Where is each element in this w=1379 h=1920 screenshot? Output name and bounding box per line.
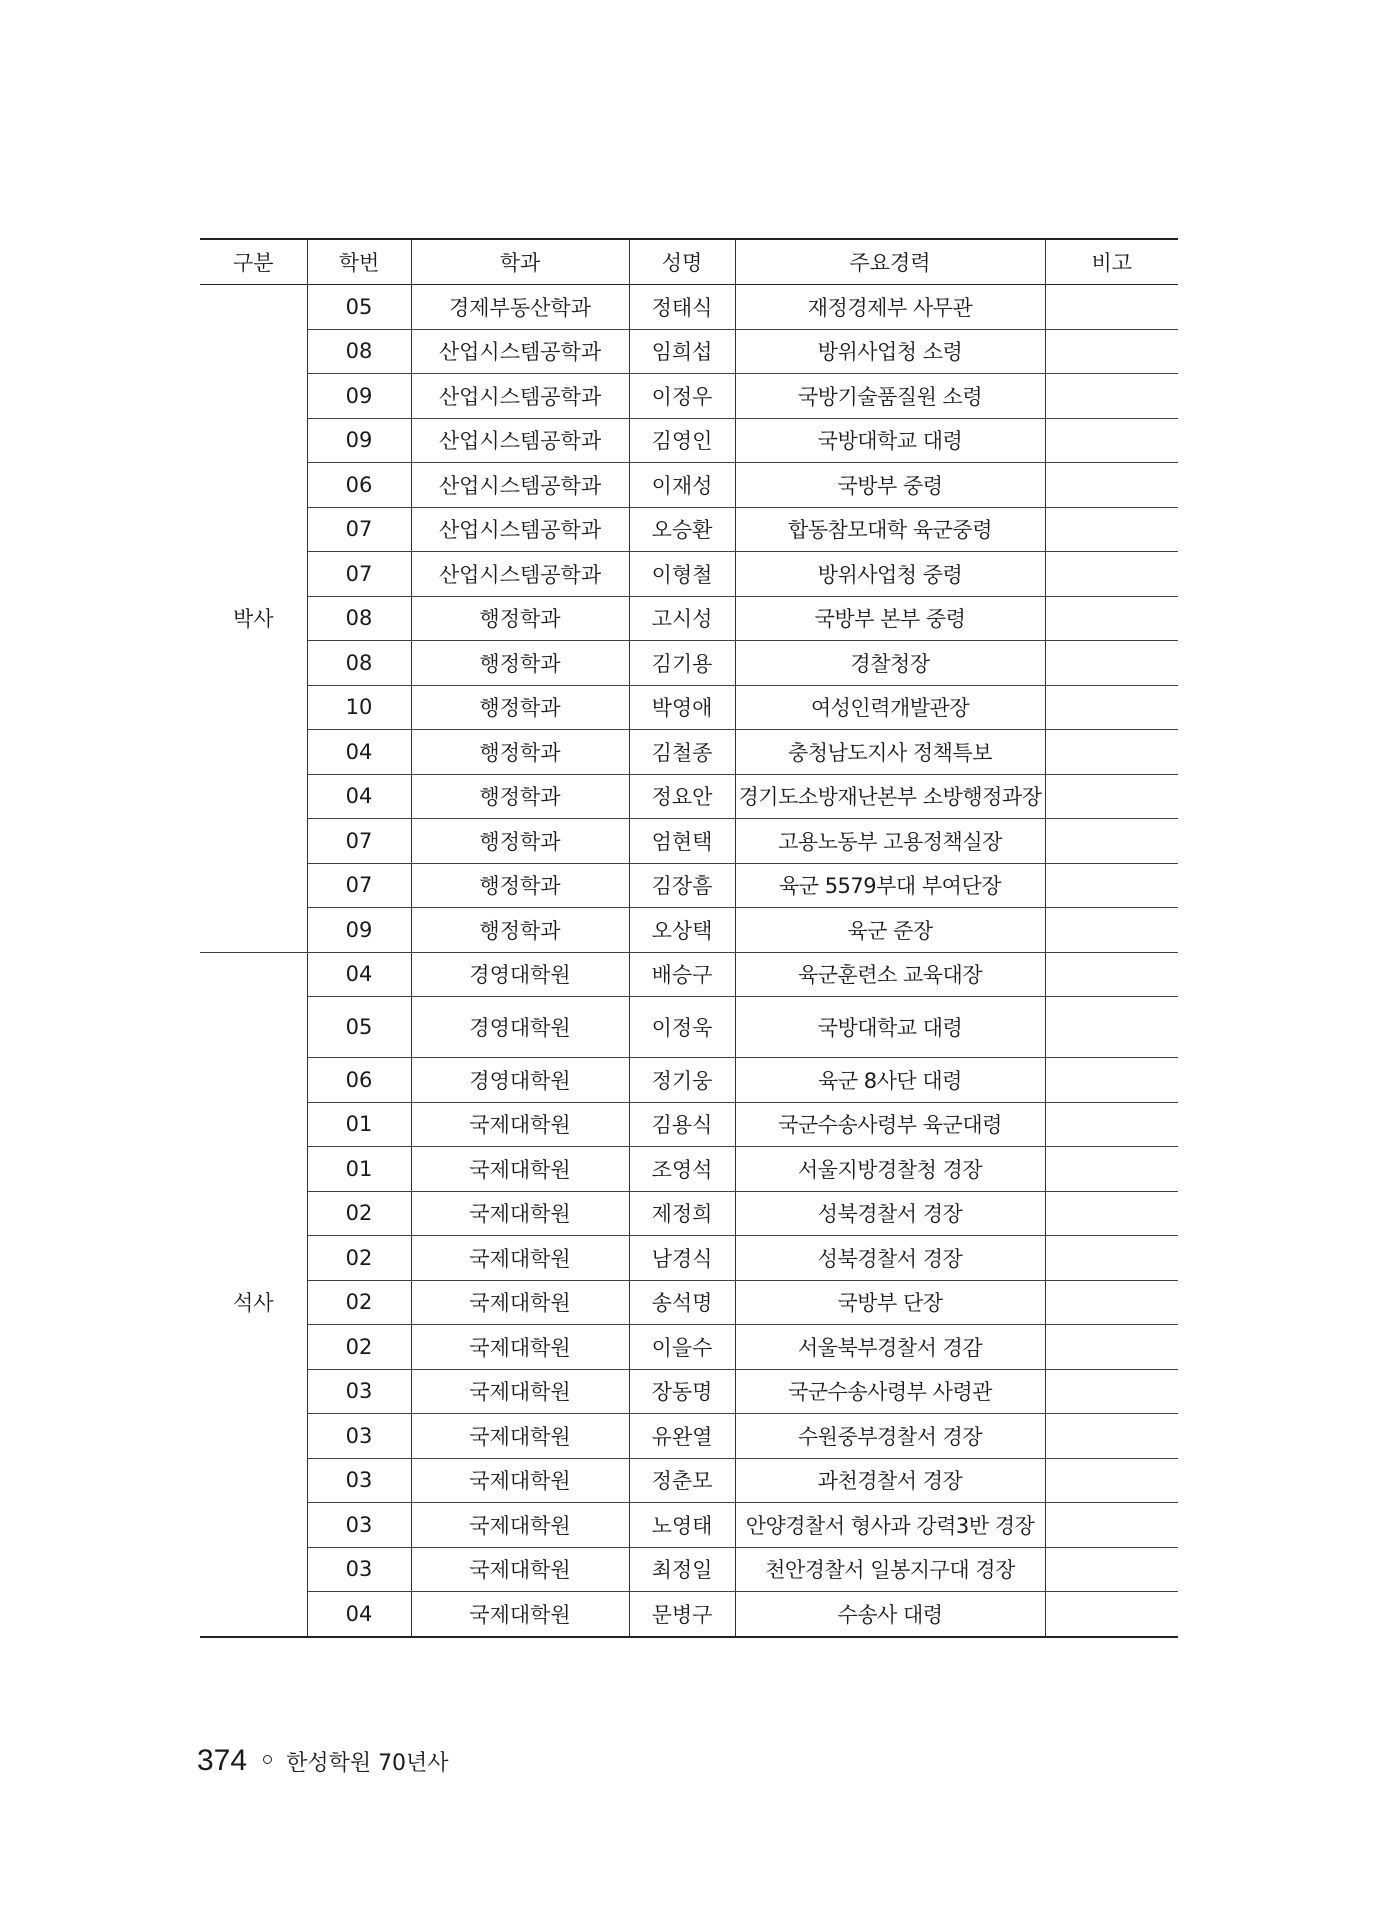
table-row [200, 1191, 1178, 1236]
cell-name: 정춘모 [629, 1458, 735, 1503]
cell-department: 행정학과 [411, 641, 629, 686]
cell-category: 박사 [200, 596, 307, 641]
cell-name: 문병구 [629, 1592, 735, 1637]
cell-student-year: 07 [307, 552, 411, 597]
cell-name: 최정일 [629, 1547, 735, 1592]
cell-career: 방위사업청 소령 [735, 329, 1045, 374]
cell-student-year: 07 [307, 507, 411, 552]
header-department: 학과 [411, 239, 629, 285]
cell-department: 경영대학원 [411, 997, 629, 1058]
cell-note [1045, 952, 1178, 997]
cell-department: 산업시스템공학과 [411, 374, 629, 419]
cell-note [1045, 1592, 1178, 1637]
cell-student-year: 05 [307, 997, 411, 1058]
table-row [200, 329, 1178, 374]
cell-student-year: 09 [307, 418, 411, 463]
cell-department: 행정학과 [411, 819, 629, 864]
cell-career: 육군 5579부대 부여단장 [735, 863, 1045, 908]
cell-career: 천안경찰서 일봉지구대 경장 [735, 1547, 1045, 1592]
cell-student-year: 09 [307, 908, 411, 953]
cell-student-year: 03 [307, 1414, 411, 1459]
table-row [200, 1592, 1178, 1637]
table-row [200, 1102, 1178, 1147]
cell-note [1045, 685, 1178, 730]
cell-student-year: 04 [307, 1592, 411, 1637]
cell-note [1045, 641, 1178, 686]
cell-career: 경기도소방재난본부 소방행정과장 [735, 774, 1045, 819]
cell-note [1045, 1058, 1178, 1103]
cell-name: 김기용 [629, 641, 735, 686]
cell-note [1045, 507, 1178, 552]
cell-category [200, 1102, 307, 1147]
cell-category [200, 1147, 307, 1192]
table-row [200, 641, 1178, 686]
cell-name: 송석명 [629, 1280, 735, 1325]
cell-student-year: 07 [307, 819, 411, 864]
cell-name: 장동명 [629, 1369, 735, 1414]
cell-note [1045, 552, 1178, 597]
cell-student-year: 07 [307, 863, 411, 908]
cell-note [1045, 774, 1178, 819]
cell-name: 오승환 [629, 507, 735, 552]
cell-note [1045, 596, 1178, 641]
cell-student-year: 03 [307, 1369, 411, 1414]
cell-career: 서울지방경찰청 경장 [735, 1147, 1045, 1192]
table-row [200, 685, 1178, 730]
cell-student-year: 03 [307, 1503, 411, 1548]
cell-department: 행정학과 [411, 774, 629, 819]
cell-note [1045, 1236, 1178, 1281]
table-row [200, 1325, 1178, 1370]
header-career: 주요경력 [735, 239, 1045, 285]
cell-student-year: 08 [307, 329, 411, 374]
cell-department: 국제대학원 [411, 1236, 629, 1281]
cell-category [200, 908, 307, 953]
cell-department: 행정학과 [411, 730, 629, 775]
cell-student-year: 02 [307, 1325, 411, 1370]
cell-student-year: 05 [307, 285, 411, 330]
cell-department: 경영대학원 [411, 1058, 629, 1103]
cell-note [1045, 1191, 1178, 1236]
table-header-row [200, 239, 1178, 285]
table-row [200, 507, 1178, 552]
cell-note [1045, 908, 1178, 953]
cell-category [200, 1458, 307, 1503]
cell-career: 국군수송사령부 사령관 [735, 1369, 1045, 1414]
cell-career: 국군수송사령부 육군대령 [735, 1102, 1045, 1147]
cell-name: 유완열 [629, 1414, 735, 1459]
cell-career: 국방대학교 대령 [735, 997, 1045, 1058]
cell-name: 이을수 [629, 1325, 735, 1370]
cell-note [1045, 374, 1178, 419]
cell-note [1045, 819, 1178, 864]
table-row [200, 1503, 1178, 1548]
cell-name: 김영인 [629, 418, 735, 463]
table-row [200, 1458, 1178, 1503]
cell-note [1045, 863, 1178, 908]
cell-category [200, 1236, 307, 1281]
cell-name: 정태식 [629, 285, 735, 330]
cell-career: 국방기술품질원 소령 [735, 374, 1045, 419]
cell-career: 과천경찰서 경장 [735, 1458, 1045, 1503]
cell-department: 산업시스템공학과 [411, 507, 629, 552]
table-row [200, 819, 1178, 864]
cell-career: 서울북부경찰서 경감 [735, 1325, 1045, 1370]
cell-department: 국제대학원 [411, 1102, 629, 1147]
cell-name: 이재성 [629, 463, 735, 508]
cell-career: 국방부 본부 중령 [735, 596, 1045, 641]
cell-department: 국제대학원 [411, 1547, 629, 1592]
cell-note [1045, 418, 1178, 463]
table-row [200, 997, 1178, 1058]
cell-category [200, 997, 307, 1058]
cell-note [1045, 730, 1178, 775]
cell-career: 국방부 단장 [735, 1280, 1045, 1325]
cell-name: 정요안 [629, 774, 735, 819]
cell-category [200, 418, 307, 463]
book-title: 한성학원 70년사 [286, 1751, 449, 1776]
cell-student-year: 09 [307, 374, 411, 419]
cell-career: 경찰청장 [735, 641, 1045, 686]
cell-student-year: 01 [307, 1102, 411, 1147]
cell-name: 고시성 [629, 596, 735, 641]
cell-name: 이형철 [629, 552, 735, 597]
cell-note [1045, 1503, 1178, 1548]
cell-department: 국제대학원 [411, 1503, 629, 1548]
cell-category [200, 463, 307, 508]
cell-career: 여성인력개발관장 [735, 685, 1045, 730]
cell-department: 국제대학원 [411, 1280, 629, 1325]
cell-name: 배승구 [629, 952, 735, 997]
table-row [200, 418, 1178, 463]
table-row [200, 863, 1178, 908]
cell-note [1045, 463, 1178, 508]
cell-category [200, 1058, 307, 1103]
page-footer [197, 1744, 449, 1778]
cell-note [1045, 1147, 1178, 1192]
cell-category [200, 374, 307, 419]
cell-student-year: 02 [307, 1236, 411, 1281]
cell-note [1045, 997, 1178, 1058]
cell-category [200, 819, 307, 864]
table-row [200, 1547, 1178, 1592]
cell-note [1045, 1325, 1178, 1370]
cell-category [200, 952, 307, 997]
cell-department: 행정학과 [411, 596, 629, 641]
cell-name: 이정우 [629, 374, 735, 419]
cell-department: 경영대학원 [411, 952, 629, 997]
cell-student-year: 03 [307, 1547, 411, 1592]
cell-career: 육군훈련소 교육대장 [735, 952, 1045, 997]
cell-category [200, 285, 307, 330]
cell-career: 충청남도지사 정책특보 [735, 730, 1045, 775]
cell-department: 산업시스템공학과 [411, 418, 629, 463]
table-row [200, 552, 1178, 597]
cell-category [200, 1503, 307, 1548]
table-row [200, 1369, 1178, 1414]
table-row [200, 285, 1178, 330]
cell-name: 김용식 [629, 1102, 735, 1147]
cell-note [1045, 1102, 1178, 1147]
cell-student-year: 04 [307, 774, 411, 819]
cell-department: 행정학과 [411, 908, 629, 953]
cell-category [200, 1592, 307, 1637]
cell-career: 국방부 중령 [735, 463, 1045, 508]
cell-name: 정기웅 [629, 1058, 735, 1103]
cell-career: 성북경찰서 경장 [735, 1191, 1045, 1236]
cell-note [1045, 1458, 1178, 1503]
header-category: 구분 [200, 239, 307, 285]
header-note: 비고 [1045, 239, 1178, 285]
header-student-year: 학번 [307, 239, 411, 285]
cell-category [200, 641, 307, 686]
cell-category [200, 1369, 307, 1414]
cell-student-year: 01 [307, 1147, 411, 1192]
cell-career: 육군 준장 [735, 908, 1045, 953]
table-row [200, 730, 1178, 775]
cell-note [1045, 1369, 1178, 1414]
bullet-icon [263, 1755, 272, 1764]
table-row [200, 596, 1178, 641]
cell-note [1045, 329, 1178, 374]
cell-department: 국제대학원 [411, 1325, 629, 1370]
table-body [200, 285, 1178, 1637]
cell-name: 임희섭 [629, 329, 735, 374]
cell-category [200, 774, 307, 819]
cell-student-year: 04 [307, 952, 411, 997]
cell-career: 국방대학교 대령 [735, 418, 1045, 463]
cell-student-year: 06 [307, 1058, 411, 1103]
cell-career: 재정경제부 사무관 [735, 285, 1045, 330]
cell-name: 제정희 [629, 1191, 735, 1236]
cell-student-year: 06 [307, 463, 411, 508]
cell-name: 노영태 [629, 1503, 735, 1548]
cell-category [200, 552, 307, 597]
cell-category [200, 685, 307, 730]
cell-student-year: 02 [307, 1280, 411, 1325]
cell-student-year: 04 [307, 730, 411, 775]
cell-student-year: 02 [307, 1191, 411, 1236]
header-name: 성명 [629, 239, 735, 285]
cell-department: 국제대학원 [411, 1458, 629, 1503]
cell-note [1045, 1414, 1178, 1459]
cell-category [200, 863, 307, 908]
cell-name: 조영석 [629, 1147, 735, 1192]
cell-name: 김철종 [629, 730, 735, 775]
table-row [200, 1280, 1178, 1325]
cell-career: 성북경찰서 경장 [735, 1236, 1045, 1281]
cell-note [1045, 1280, 1178, 1325]
cell-name: 남경식 [629, 1236, 735, 1281]
table-row [200, 774, 1178, 819]
cell-name: 이정욱 [629, 997, 735, 1058]
cell-student-year: 08 [307, 641, 411, 686]
cell-note [1045, 285, 1178, 330]
cell-name: 엄현택 [629, 819, 735, 864]
cell-category [200, 1414, 307, 1459]
table-row [200, 1058, 1178, 1103]
cell-department: 국제대학원 [411, 1369, 629, 1414]
cell-student-year: 03 [307, 1458, 411, 1503]
table-row [200, 1236, 1178, 1281]
cell-department: 행정학과 [411, 685, 629, 730]
cell-category [200, 730, 307, 775]
cell-department: 행정학과 [411, 863, 629, 908]
cell-career: 방위사업청 중령 [735, 552, 1045, 597]
cell-department: 국제대학원 [411, 1414, 629, 1459]
cell-department: 경제부동산학과 [411, 285, 629, 330]
table-row [200, 952, 1178, 997]
cell-name: 박영애 [629, 685, 735, 730]
cell-career: 안양경찰서 형사과 강력3반 경장 [735, 1503, 1045, 1548]
cell-name: 김장흠 [629, 863, 735, 908]
cell-department: 국제대학원 [411, 1191, 629, 1236]
cell-career: 고용노동부 고용정책실장 [735, 819, 1045, 864]
table-row [200, 374, 1178, 419]
cell-category: 석사 [200, 1280, 307, 1325]
cell-category [200, 507, 307, 552]
cell-department: 국제대학원 [411, 1592, 629, 1637]
page-number: 374 [197, 1744, 248, 1777]
cell-career: 육군 8사단 대령 [735, 1058, 1045, 1103]
table-row [200, 1147, 1178, 1192]
table-row [200, 1414, 1178, 1459]
cell-career: 수송사 대령 [735, 1592, 1045, 1637]
cell-category [200, 1547, 307, 1592]
cell-student-year: 08 [307, 596, 411, 641]
cell-category [200, 329, 307, 374]
cell-department: 국제대학원 [411, 1147, 629, 1192]
table-row [200, 908, 1178, 953]
cell-name: 오상택 [629, 908, 735, 953]
cell-category [200, 1325, 307, 1370]
alumni-table [200, 238, 1178, 1638]
cell-career: 합동참모대학 육군중령 [735, 507, 1045, 552]
cell-category [200, 1191, 307, 1236]
cell-department: 산업시스템공학과 [411, 463, 629, 508]
cell-career: 수원중부경찰서 경장 [735, 1414, 1045, 1459]
cell-student-year: 10 [307, 685, 411, 730]
cell-department: 산업시스템공학과 [411, 329, 629, 374]
cell-department: 산업시스템공학과 [411, 552, 629, 597]
table-row [200, 463, 1178, 508]
cell-note [1045, 1547, 1178, 1592]
